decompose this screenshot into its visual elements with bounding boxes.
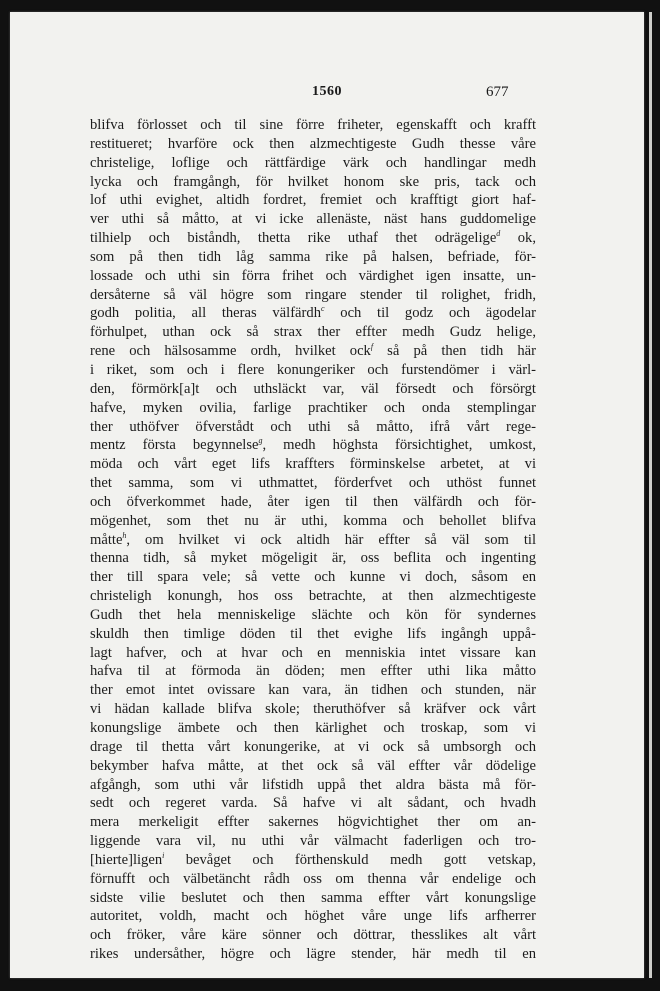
footnote-mark: g [258,436,263,446]
text-segment: [hierte]ligen [90,851,163,868]
text-line: i riket, som och i flere konungeriker och furstendömer i värl- [90,361,536,378]
text-line: bekymber hafva måtte, at thet ock så väl effter vår dödelige [90,757,536,774]
text-line [90,436,536,455]
page-number: 677 [486,84,509,100]
footnote-mark: c [321,304,325,314]
text-line: sedt och regeret varda. Så hafve vi alt sådant, och hvadh [90,795,536,812]
text-line: thet samma, som vi uthmattet, förderfvet och uthöst funnet [90,475,536,492]
text-line [90,304,536,323]
text-line [90,851,536,870]
text-line: drage til thetta vårt konungerike, at vi ock så umbsorgh och [90,738,536,755]
text-line: liggende vara vil, nu uthi vår välmacht faderligen och tro- [90,833,536,850]
text-line [90,531,536,550]
text-line: sidste vilie beslutet och then samma effter vårt konungslige [90,889,536,906]
footnote-mark: f [370,342,374,352]
text-segment: tilhielp och biståndh, thetta rike uthaf thet odrägelige [90,230,497,247]
text-segment: måtte [90,531,123,548]
text-segment: , om hvilket vi ock altidh här effter så väl som til [126,531,536,548]
text-line: christelige, loflige och rättfärdige värk och handlingar medh [90,154,536,171]
text-line: och öfverkommet hade, åter igen til then välfärdh och för- [90,493,536,510]
text-line: afgångh, som uthi vår lifstidh uppå thet aldra bästa må för- [90,776,536,793]
text-line: restitueret; hvarföre ock then alzmechtigeste Gudh thesse våre [90,135,536,152]
text-line: skuldh then timlige döden til thet evighe lifs ingångh uppå- [90,625,536,642]
text-line: lagt hafver, och at hvar och en menniskia intet vissare kan [90,644,536,661]
text-line [90,342,536,361]
text-line: blifva förlosset och til sine förre friheter, egenskafft och krafft [90,117,536,133]
text-line: ther till spara vele; så vette och kunne vi doch, såsom en [90,569,536,586]
running-head [10,84,644,104]
page [10,12,644,978]
text-line: som på then tidh låg samma rike på halsen, befriade, för- [90,248,536,265]
text-segment: , medh höghsta försichtighet, umkost, [262,437,536,454]
text-line: förhulpet, uthan ock så strax ther effter medh Gudz helige, [90,324,536,341]
text-line: hafva til at förmoda än döden; men effter uthi lika måtto [90,663,536,680]
text-line: förnufft och välbetäncht rådh oss om thenna vår endelige och [90,870,536,887]
body-text [90,116,536,964]
text-line: ther emot intet ovissare kan vara, än tidhen och stunden, när [90,682,536,699]
text-line: och fröker, våre käre sönner och döttrar, thesslikes alt vårt [90,927,536,944]
text-segment: rene och hälsosamme ordh, hvilket ock [90,343,371,360]
text-line: christeligh konungh, hos oss betrachte, at then alzmechtigeste [90,588,536,605]
text-segment: så på then tidh här [373,343,536,360]
text-line: autoritet, voldh, macht och höghet våre unge lifs arfherrer [90,908,536,925]
footnote-mark: h [122,530,127,540]
text-line [90,229,536,248]
text-line: lof uthi evighet, altidh fordret, fremiet och krafftigt giort haf- [90,192,536,209]
text-line: rikes undersåther, högre och lägre stender, här medh til en [90,946,536,963]
text-segment: ok, [500,230,536,247]
footnote-mark: d [496,229,501,239]
text-segment: och til godz och ägodelar [324,305,536,322]
text-line: Gudh thet hela menniskelige slächte och kön för syndernes [90,606,536,623]
text-line: thenna tidh, så myket mögeligit är, oss beflita och ingenting [90,550,536,567]
page-edge [649,12,652,978]
text-line: lycka och framgångh, för hvilket honom ske pris, tack och [90,173,536,190]
text-line: hafve, myken ovilia, farlige prachtiker och onda stemplingar [90,399,536,416]
text-line: mögenhet, som thet nu är uthi, komma och behollet blifva [90,512,536,529]
text-line: dersåterne så väl högre som ringare stender til rolighet, fridh, [90,286,536,303]
text-line: mera merkeligit effter sakernes högvichtighet ther om an- [90,814,536,831]
text-segment: mentz första begynnelse [90,437,259,454]
text-segment: bevåget och förthenskuld medh gott vetskap, [164,851,536,868]
text-line: ther uthöfver öfverstådt och uthi så måtto, ifrå vårt rege- [90,418,536,435]
footnote-mark: i [162,850,165,860]
text-line: möda och vårt eget lifs kraffters förminskelse arbetet, at vi [90,456,536,473]
text-line: konungslige ämbete och then kärlighet och troskap, som vi [90,720,536,736]
text-line: vi hädan kallade blifva skole; theruthöfver så kräfver ock vårt [90,701,536,718]
text-segment: godh politia, all theras välfärdh [90,305,321,322]
year-heading: 1560 [312,84,342,99]
text-line: lossade och uthi sin förra frihet och värdighet igen insatte, un- [90,267,536,284]
text-line: ver uthi så måtto, at vi icke allenäste, näst hans guddomelige [90,211,536,228]
text-line: den, förmörk[a]t och uthsläckt var, väl försedt och försörgt [90,380,536,397]
